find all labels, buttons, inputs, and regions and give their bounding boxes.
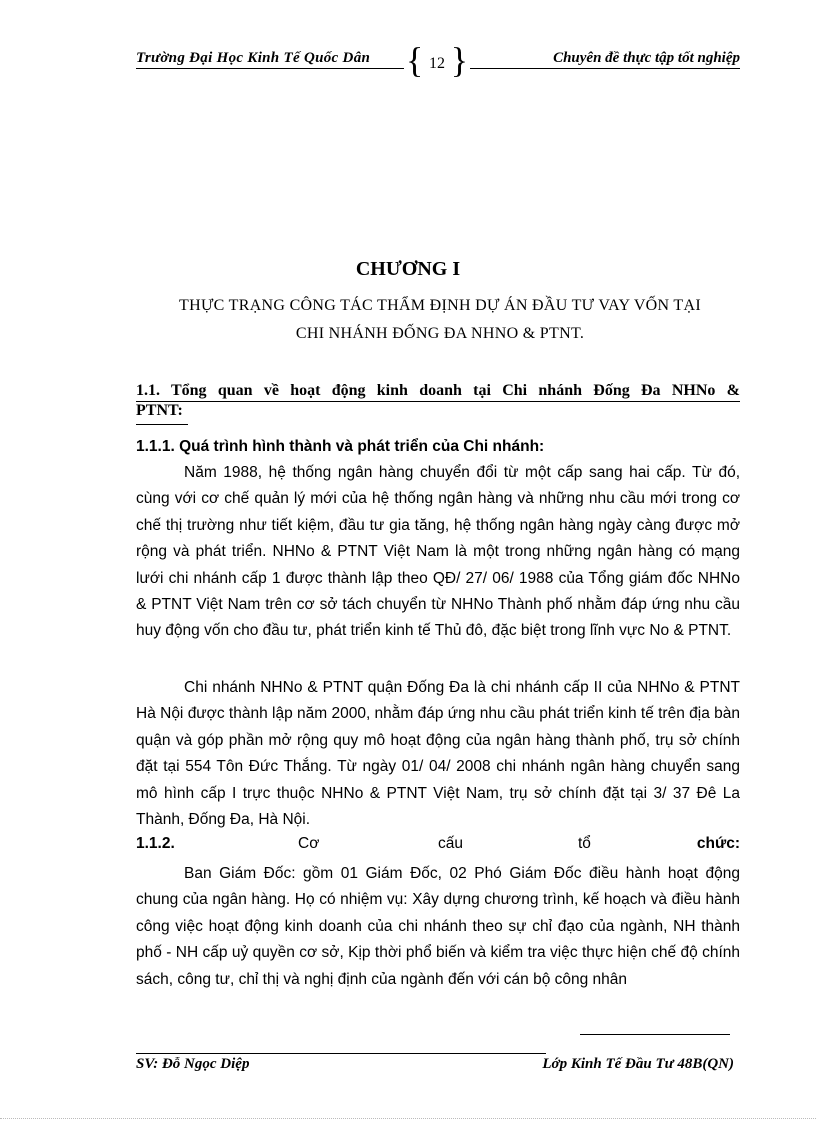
heading-word-3: tổ bbox=[578, 835, 591, 852]
footer-rule bbox=[136, 1053, 546, 1054]
header-rule-right bbox=[470, 68, 740, 69]
right-brace-icon: } bbox=[450, 40, 468, 80]
section-1-1-2-heading bbox=[136, 835, 740, 861]
page-boundary bbox=[0, 1118, 816, 1119]
paragraph-history-1: Năm 1988, hệ thống ngân hàng chuyển đổi từ một cấp sang hai cấp. Từ đó, cùng với cơ chế quản lý mới của hệ thống ngân hàng và những nhu cầu mới trong cơ chế thị trường như tiết kiệm, đầu tư gia tăng, hệ thống ngân hàng ngày càng được mở rộng và phát triển. NHNo & PTNT Việt Nam là một trong những ngân hàng có mạng lưới chi nhánh cấp 1 được thành lập theo QĐ/ 27/ 06/ 1988 của Tổng giám đốc NHNo & PTNT Việt Nam trên cơ sở tách chuyển từ NHNo Thành phố nhằm đáp ứng nhu cầu huy động vốn cho đầu tư, phát triển kinh tế Thủ đô, đặc biệt trong lĩnh vực No & PTNT. bbox=[136, 464, 740, 640]
chapter-title: CHƯƠNG I bbox=[355, 258, 461, 280]
footnote-separator bbox=[580, 1034, 730, 1035]
page-number-box bbox=[406, 40, 468, 80]
header-school: Trường Đại Học Kinh Tế Quốc Dân bbox=[136, 50, 371, 66]
page-number: 12 bbox=[429, 55, 445, 72]
heading-word-1: Cơ bbox=[298, 835, 320, 852]
heading-word-2: cấu bbox=[438, 835, 463, 852]
paragraph-history-2: Chi nhánh NHNo & PTNT quận Đống Đa là chi nhánh cấp II của NHNo & PTNT Hà Nội được thành lập năm 2000, nhằm đáp ứng nhu cầu phát triển kinh tế trên địa bàn quận và góp phần mở rộng quy mô hoạt động của ngân hàng thành phố, trụ sở chính đặt tại 554 Tôn Đức Thắng. Từ ngày 01/ 04/ 2008 chi nhánh ngân hàng chuyển sang mô hình cấp I trực thuộc NHNo & PTNT Việt Nam, trụ sở chính đặt tại 3/ 37 Đê La Thành, Đống Đa, Hà Nội. bbox=[136, 679, 740, 829]
chapter-subtitle bbox=[140, 292, 740, 348]
heading-word-4: chức: bbox=[696, 835, 740, 852]
chapter-subtitle-line2: CHI NHÁNH ĐỐNG ĐA NHNO & PTNT. bbox=[295, 325, 585, 342]
chapter-subtitle-line1: THỰC TRẠNG CÔNG TÁC THẨM ĐỊNH DỰ ÁN ĐẦU TƯ VAY VỐN TẠI bbox=[179, 297, 701, 314]
paragraph-structure: Ban Giám Đốc: gồm 01 Giám Đốc, 02 Phó Giám Đốc điều hành hoạt động chung của ngân hàng. Họ có nhiệm vụ: Xây dựng chương trình, kế hoạch và điều hành công việc hoạt động kinh doanh của chi nhánh theo sự chỉ đạo của ngành, NH thành phố - NH cấp uỷ quyền cơ sở, Kịp thời phổ biến và kiểm tra việc thực hiện chế độ chính sách, công tư, chỉ thị và nghị định của ngành đến với cán bộ công nhân bbox=[136, 865, 740, 988]
section-1-1-2-number: 1.1.2. bbox=[136, 835, 175, 852]
left-brace-icon: { bbox=[406, 40, 424, 80]
footer-student: SV: Đỗ Ngọc Diệp bbox=[136, 1056, 250, 1072]
footer-class: Lớp Kinh Tế Đầu Tư 48B(QN) bbox=[542, 1056, 734, 1072]
section-1-1-heading: 1.1. Tổng quan về hoạt động kinh doanh tại Chi nhánh Đống Đa NHNo & bbox=[136, 382, 740, 399]
section-1-1-heading-cont: PTNT: bbox=[136, 402, 183, 419]
section-1-1-underline-cont bbox=[136, 424, 188, 425]
header-rule-left bbox=[136, 68, 404, 69]
page-header bbox=[136, 40, 740, 86]
header-report-type: Chuyên đề thực tập tốt nghiệp bbox=[553, 50, 740, 66]
section-1-1-underline bbox=[136, 401, 740, 402]
section-1-1-1-heading: 1.1.1. Quá trình hình thành và phát triển của Chi nhánh: bbox=[136, 438, 545, 455]
